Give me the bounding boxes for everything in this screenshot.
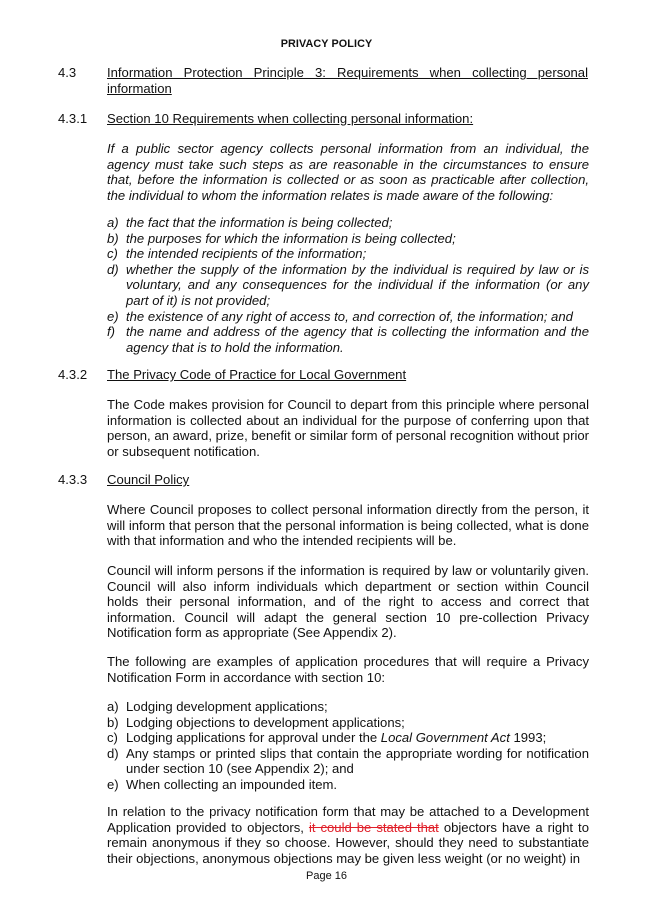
list-item-text: When collecting an impounded item. <box>126 776 338 792</box>
list-item-text: Lodging objections to development applications; <box>126 714 405 730</box>
list-item <box>107 730 589 746</box>
list-marker: f) <box>107 324 115 340</box>
list-item-text: whether the supply of the information by the individual is required by law or is voluntary, and any consequences for the individual if the information (or any part of it) is not provided; <box>126 261 589 308</box>
section-number-4-3-1: 4.3.1 <box>58 111 88 126</box>
list-item-text: the existence of any right of access to, and correction of, the information; and <box>126 308 573 324</box>
section-10-requirements-list <box>107 215 589 355</box>
section-heading-4-3-2: The Privacy Code of Practice for Local Government <box>107 367 407 382</box>
section-number-4-3-3: 4.3.3 <box>58 472 88 487</box>
council-policy-paragraph-1: Where Council proposes to collect personal information directly from the person, it will inform that person that the personal information is being collected, what is done with that information and who the intended recipients will be. <box>107 502 589 549</box>
paragraph-text-after: objectors have a right to remain anonymous if they so choose. However, should they need to substantiate their objections, anonymous objections may be given less weight (or no weight) in <box>107 819 589 866</box>
struck-through-text: it could be stated that <box>308 819 439 835</box>
council-policy-paragraph-4 <box>107 804 589 866</box>
section-heading-4-3: Information Protection Principle 3: Requirements when collecting personal information <box>107 65 588 96</box>
list-item <box>107 699 589 715</box>
list-item-text: the intended recipients of the information; <box>126 246 367 262</box>
list-marker: d) <box>107 261 119 277</box>
list-item-text: the name and address of the agency that is collecting the information and the agency that is to hold the information. <box>126 324 589 355</box>
list-item <box>107 215 589 231</box>
list-marker: a) <box>107 699 119 714</box>
council-policy-paragraph-3: The following are examples of application procedures that will require a Privacy Notification Form in accordance with section 10: <box>107 654 589 685</box>
list-item <box>107 246 589 262</box>
list-item <box>107 746 589 777</box>
list-item-text: Any stamps or printed slips that contain the appropriate wording for notification under section 10 (see Appendix 2); and <box>126 745 589 777</box>
list-marker: b) <box>107 230 119 246</box>
list-item <box>107 777 589 793</box>
list-marker: a) <box>107 215 119 230</box>
list-marker: d) <box>107 745 119 761</box>
list-item <box>107 309 589 325</box>
section-number-4-3-2: 4.3.2 <box>58 367 88 382</box>
section-heading-4-3-1: Section 10 Requirements when collecting personal information: <box>107 111 474 126</box>
list-item-text: Lodging development applications; <box>126 699 328 714</box>
list-item <box>107 324 589 355</box>
council-policy-paragraph-2: Council will inform persons if the information is required by law or voluntarily given. Council will also inform individuals which department or section within Council holds their personal information, and of the right to access and correct that information. Council will adapt the general section 10 pre-collection Privacy Notification form as appropriate (See Appendix 2). <box>107 563 589 641</box>
section-10-intro-paragraph: If a public sector agency collects personal information from an individual, the agency must take such steps as are reasonable in the circumstances to ensure that, before the information is collected or as soon as practicable after collection, the individual to whom the information relates is made aware of the following: <box>107 141 589 203</box>
list-item <box>107 231 589 247</box>
list-item <box>107 715 589 731</box>
page-header-title: PRIVACY POLICY <box>280 38 373 50</box>
list-item-text-after: 1993; <box>509 730 547 746</box>
list-item <box>107 262 589 309</box>
list-marker: e) <box>107 308 119 324</box>
page-number: Page 16 <box>306 870 347 882</box>
list-marker: e) <box>107 776 119 792</box>
section-number-4-3: 4.3 <box>58 65 77 80</box>
privacy-code-paragraph: The Code makes provision for Council to depart from this principle where personal information is collected about an individual for the purpose of conferring upon that person, an award, prize, benefit or similar form of personal recognition without prior or subsequent notification. <box>107 397 589 459</box>
list-item-text: the purposes for which the information is being collected; <box>126 230 456 246</box>
list-marker: b) <box>107 714 119 730</box>
list-item-text: the fact that the information is being collected; <box>126 215 393 230</box>
list-item-text-before: Lodging applications for approval under the <box>126 730 381 746</box>
list-marker: c) <box>107 246 118 262</box>
list-marker: c) <box>107 730 118 746</box>
section-heading-4-3-3: Council Policy <box>107 472 190 487</box>
act-name-italic: Local Government Act <box>380 730 510 746</box>
paragraph-text-before: In relation to the privacy notification form that may be attached to a Development Application provided to objectors, <box>107 804 589 835</box>
application-procedures-list <box>107 699 589 793</box>
